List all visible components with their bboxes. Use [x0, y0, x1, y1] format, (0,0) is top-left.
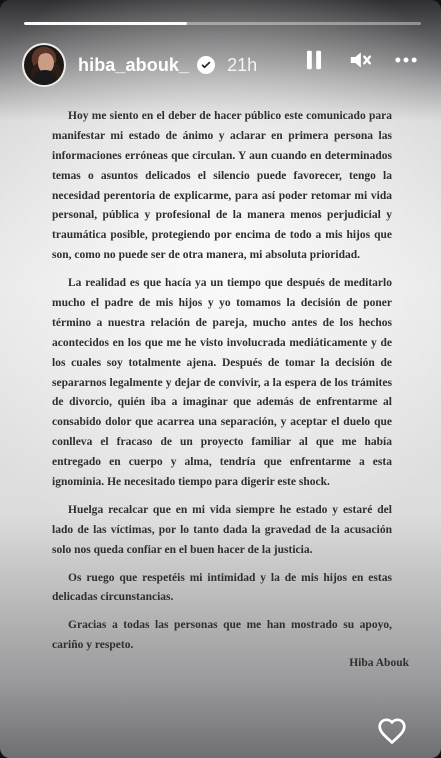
story-time: 21h — [227, 54, 258, 75]
statement-paragraph: Os ruego que respetéis mi intimidad y la de mis hijos en estas delicadas circunstancias. — [52, 571, 392, 604]
profile-avatar[interactable] — [22, 43, 66, 87]
heart-icon[interactable] — [375, 715, 409, 747]
statement-paragraph: Hoy me siento en el deber de hacer público este comunicado para manifestar mi estado de ánimo y aclarar en primera persona las informaciones erróneas que circulan. Y aun cuando en determinados temas o asuntos delicados el silencio puede favorecer, tengo la necesidad perentoria de explicarme, para así poder retomar mi vida personal, pública y profesional de la manera menos perjudicial y traumática posible, protegiendo por encima de todo a mis hijos que son, como no puede ser de otra manera, mi absoluta prioridad. — [52, 110, 392, 262]
story-header — [22, 39, 419, 91]
story-progress-bar — [24, 22, 421, 25]
pause-icon[interactable] — [301, 47, 327, 73]
story-progress-fill — [24, 22, 187, 25]
statement-paragraph: Huelga recalcar que en mi vida siempre he estado y estaré del lado de las víctimas, por lo tanto dada la gravedad de la acusación solo nos queda confiar en el buen hacer de la justicia. — [52, 503, 392, 556]
username[interactable]: hiba_abouk_ — [78, 54, 190, 75]
story-controls — [301, 47, 419, 73]
more-icon[interactable] — [393, 47, 419, 73]
mute-icon[interactable] — [347, 47, 373, 73]
statement-text — [52, 107, 392, 664]
statement-paragraph: La realidad es que hacía ya un tiempo que después de meditarlo mucho el padre de mis hijos y yo tomamos la decisión de poner término a nuestra relación de pareja, mucho antes de los hechos acontecidos en los que me he visto involucrada mediáticamente y de los cuales soy totalmente ajena. Después de tomar la decisión de separarnos legalmente y dejar de convivir, a la espera de los trámites de divorcio, quién iba a imaginar que además de enfrentarme al consabido dolor que acarrea una separación, y aceptar el duelo que conlleva el fracaso de un proyecto familiar al que me había entregado en cuerpo y alma, tendría que enfrentarme a esta ignominia. He necesitado tiempo para digerir este shock. — [52, 277, 392, 489]
verified-icon — [197, 56, 215, 74]
statement-paragraph: Gracias a todas las personas que me han mostrado su apoyo, cariño y respeto. — [52, 619, 392, 652]
signature: Hiba Abouk — [349, 657, 409, 669]
